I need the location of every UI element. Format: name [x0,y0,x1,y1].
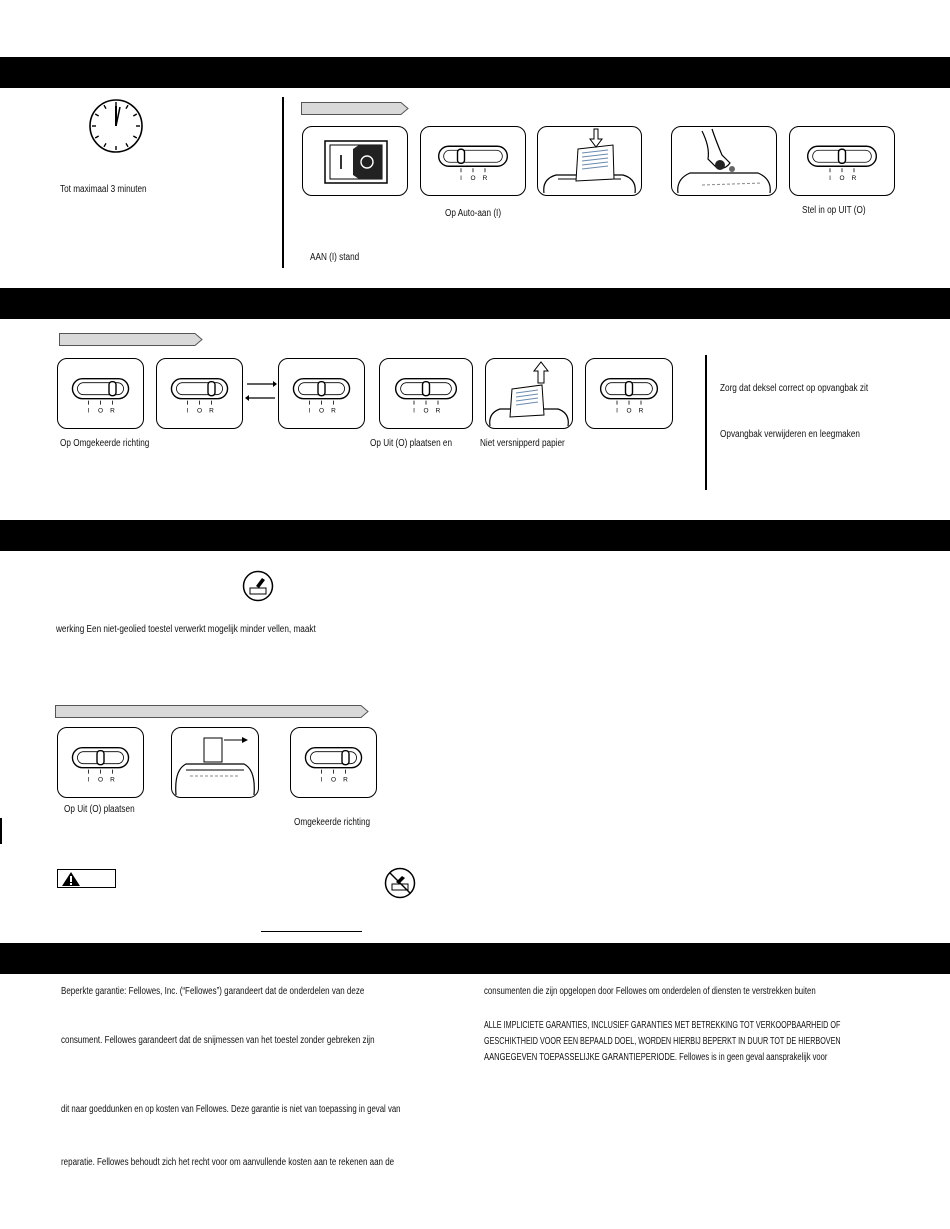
section-header-bar-2 [0,288,950,319]
warning-triangle-icon [61,871,81,887]
power-rocker-switch-panel [302,126,408,196]
switch-panel-off-2 [379,358,473,429]
switch-position-label: O [330,776,337,784]
switch-position-label: O [839,175,845,183]
hand-pressing-switch-panel [671,126,777,196]
paper-removal-panel [485,358,573,429]
switch-position-label: I [308,407,311,415]
switch-panel-final [585,358,673,429]
switch-position-label: O [470,175,476,183]
margin-mark [0,818,2,844]
switch-panel-off-3 [57,727,144,798]
underline-rule [261,931,362,932]
unshredded-text: Niet versnipperd papier [480,438,565,449]
switch-position-label: R [638,407,644,415]
switch-panel-auto-on [420,126,526,196]
warning-label [57,869,116,888]
oil-text: werking Een niet-geolied toestel verwerkt mogelijk minder vellen, maakt [56,624,316,635]
slide-switch-icon [421,127,525,195]
switch-position-label: O [626,407,632,415]
reverse-text-3: Omgekeerde richting [294,817,371,828]
warranty-right-line-2: ALLE IMPLICIETE GARANTIES, INCLUSIEF GARANTIES MET BETREKKING TOT VERKOOPBAARHEID OF [484,1020,841,1031]
switch-position-label: I [829,175,831,183]
slide-switch-icon [380,359,472,428]
switch-panel-set-off [789,126,895,196]
step-arrow-bar-3 [55,703,369,714]
switch-position-label: O [97,407,104,415]
shredder-feeding-panel [537,126,642,196]
clock-icon [88,98,144,154]
bin-text: Opvangbak verwijderen en leegmaken [720,429,860,440]
section-header-bar-4 [0,943,950,974]
switch-position-label: O [97,776,104,784]
switch-position-label: I [87,776,90,784]
switch-position-label: O [423,407,429,415]
switch-position-label: R [482,175,488,183]
warranty-left-line-1: Beperkte garantie: Fellowes, Inc. (“Fellowes”) garandeert dat de onderdelen van deze [61,986,365,997]
divider-2 [705,355,707,490]
switch-position-label: I [87,407,90,415]
timer-text: Tot maximaal 3 minuten [60,184,147,195]
section-header-bar-3 [0,520,950,551]
divider [282,97,284,268]
section-header-bar-1 [0,57,950,88]
step-arrow-bar-2 [59,331,203,342]
slide-switch-icon [157,359,242,428]
forward-reverse-arrows-icon [245,376,277,406]
switch-position-label: R [851,175,857,183]
warranty-left-line-2: consument. Fellowes garandeert dat de snijmessen van het toestel zonder gebreken zijn [61,1035,375,1046]
warranty-right-line-4: AANGEGEVEN TOEPASSELIJKE GARANTIEPERIODE. Fellowes is in geen geval aansprakelijk voor [484,1052,828,1063]
switch-position-label: I [616,407,618,415]
slide-switch-icon [790,127,894,195]
warranty-right-line-1: consumenten die zijn opgelopen door Fellowes om onderdelen of diensten te verstrekken buiten [484,986,816,997]
set-off-text: Stel in op UIT (O) [802,205,866,216]
switch-panel-reverse [57,358,144,429]
slide-switch-icon [279,359,364,428]
switch-position-label: R [435,407,441,415]
on-position-text: AAN (I) stand [310,252,360,263]
off-place-text: Op Uit (O) plaatsen en [370,438,453,449]
switch-panel-reverse-hold [156,358,243,429]
switch-position-label: I [460,175,462,183]
switch-position-label: R [343,776,348,784]
slide-switch-icon [586,359,672,428]
switch-panel-off [278,358,365,429]
warranty-left-line-3: dit naar goeddunken en op kosten van Fellowes. Deze garantie is niet van toepassing in geval van [61,1104,401,1115]
off-place-text-3: Op Uit (O) plaatsen [64,804,135,815]
lid-text: Zorg dat deksel correct op opvangbak zit [720,383,869,394]
slide-switch-icon [58,359,143,428]
switch-position-label: I [413,407,415,415]
oil-icon [242,570,274,602]
warranty-left-line-4: reparatie. Fellowes behoudt zich het recht voor om aanvullende kosten aan te rekenen aan de [61,1157,395,1168]
slide-switch-icon [291,728,376,797]
switch-position-label: O [318,407,325,415]
switch-position-label: R [209,407,214,415]
switch-position-label: I [320,776,323,784]
slide-switch-icon [58,728,143,797]
rocker-switch-icon [303,127,407,195]
switch-position-label: R [110,407,115,415]
shredder-card-panel [171,727,259,798]
switch-panel-reverse-2 [290,727,377,798]
no-oil-spray-icon [384,867,416,899]
switch-position-label: O [196,407,203,415]
switch-position-label: I [186,407,189,415]
step-arrow-bar [301,100,409,111]
switch-position-label: R [331,407,336,415]
switch-position-label: R [110,776,115,784]
reverse-text: Op Omgekeerde richting [60,438,150,449]
auto-on-text: Op Auto-aan (I) [445,208,502,219]
warranty-right-line-3: GESCHIKTHEID VOOR EEN BEPAALD DOEL, WORDEN HIERBIJ BEPERKT IN DUUR TOT DE HIERBOVEN [484,1036,841,1047]
